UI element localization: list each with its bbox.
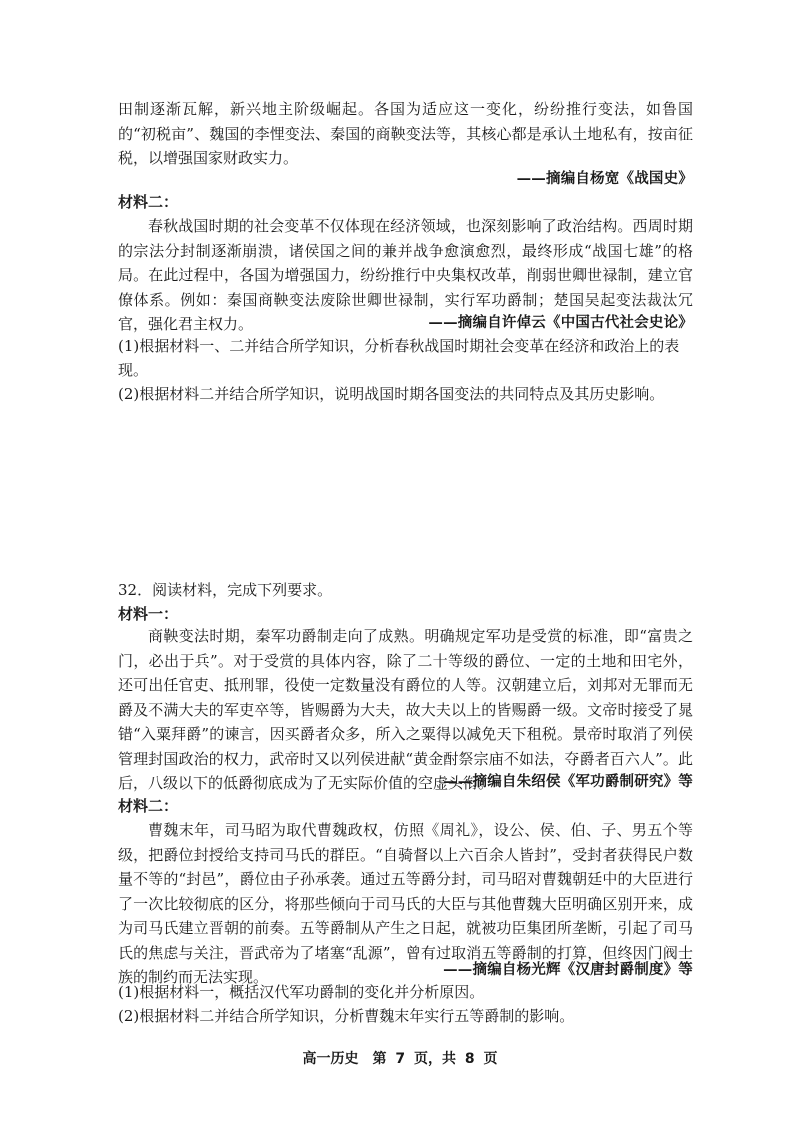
q31-question-2: (2)根据材料二并结合所学知识，说明战国时期各国变法的共同特点及其历史影响。 bbox=[118, 385, 665, 403]
q31-material-2-text: 春秋战国时期的社会变革不仅体现在经济领域，也深刻影响了政治结构。西周时期的宗法分封制逐渐崩溃，诸侯国之间的兼并战争愈演愈烈，最终形成“战国七雄”的格局。在此过程中，各国为增强国力，纷纷推行中央集权改革，削弱世卿世禄制，建立官僚体系。例如：秦国商鞅变法废除世卿世禄制，实行军功爵制；楚国吴起变法裁汰冗官，强化君主权力。 bbox=[118, 217, 693, 333]
q31-material-1-source-block bbox=[118, 167, 693, 191]
q32-material-1-label: 材料一： bbox=[118, 605, 179, 623]
page-footer: 高一历史 第 7 页，共 8 页 bbox=[302, 1051, 498, 1067]
q32-material-2-text: 曹魏末年，司马昭为取代曹魏政权，仿照《周礼》，设公、侯、伯、子、男五个等级，把爵位封授给支持司马氏的群臣。“自骑督以上六百余人皆封”，受封者获得民户数量不等的“封邑”，爵位由子孙承袭。通过五等爵分封，司马昭对曹魏朝廷中的大臣进行了一次比较彻底的区分，将那些倾向于司马氏的大臣与其他曹魏大臣明确区别开来，成为司马氏建立晋朝的前奏。五等爵制从产生之日起，就被功臣集团所垄断，引起了司马氏的焦虑与关注，晋武帝为了堵塞“乱源”，曾有过取消五等爵制的打算，但终因门阀士族的制约而无法实现。 bbox=[118, 821, 693, 986]
q31-material-1-source: ——摘编自杨宽《战国史》 bbox=[516, 170, 693, 187]
q32-questions bbox=[118, 980, 693, 1028]
q31-material-1-tail bbox=[118, 97, 693, 171]
q32-question-2: (2)根据材料二并结合所学知识，分析曹魏末年实行五等爵制的影响。 bbox=[118, 1007, 575, 1025]
q32-material-2-label: 材料二： bbox=[118, 797, 179, 815]
q32-material-1-source: ——摘编自朱绍侯《军功爵制研究》等 bbox=[443, 773, 693, 790]
q31-question-1: (1)根据材料一、二并结合所学知识，分析春秋战国时期社会变革在经济和政治上的表现。 bbox=[118, 337, 680, 379]
q32-header-block bbox=[118, 578, 693, 626]
q32-header: 32．阅读材料，完成下列要求。 bbox=[118, 581, 333, 599]
q32-material-2-source-block bbox=[118, 958, 693, 982]
q31-material-2-source-block bbox=[118, 311, 693, 335]
q32-material-1-source-block bbox=[118, 770, 693, 794]
q31-material-2-source: ——摘编自许倬云《中国古代社会史论》 bbox=[428, 314, 693, 331]
q32-material-1-text: 商鞅变法时期，秦军功爵制走向了成熟。明确规定军功是受赏的标准，即“富贵之门，必出于兵”。对于受赏的具体内容，除了二十等级的爵位、一定的土地和田宅外，还可出任官吏、抵刑罪，役使一定数量没有爵位的人等。汉朝建立后，刘邦对无罪而无爵及不满大夫的军吏卒等，皆赐爵为大夫，故大夫以上的皆赐爵一级。文帝时接受了晁错“入粟拜爵”的谏言，因买爵者众多，所入之粟得以减免天下租税。景帝时取消了列侯管理封国政治的权力，武帝时又以列侯进献“黄金酎祭宗庙不如法，夺爵者百六人”。此后，八级以下的低爵彻底成为了无实际价值的空虚头衔。 bbox=[118, 627, 693, 792]
q32-material-2-source: ——摘编自杨光辉《汉唐封爵制度》等 bbox=[443, 961, 693, 978]
q31-questions bbox=[118, 334, 693, 406]
q32-question-1: (1)根据材料一，概括汉代军功爵制的变化并分析原因。 bbox=[118, 983, 485, 1001]
q31-material-2-label: 材料二： bbox=[118, 193, 179, 211]
q31-material-1-text: 田制逐渐瓦解，新兴地主阶级崛起。各国为适应这一变化，纷纷推行变法，如鲁国的“初税亩”、魏国的李悝变法、秦国的商鞅变法等，其核心都是承认土地私有，按亩征税，以增强国家财政实力。 bbox=[118, 100, 693, 167]
